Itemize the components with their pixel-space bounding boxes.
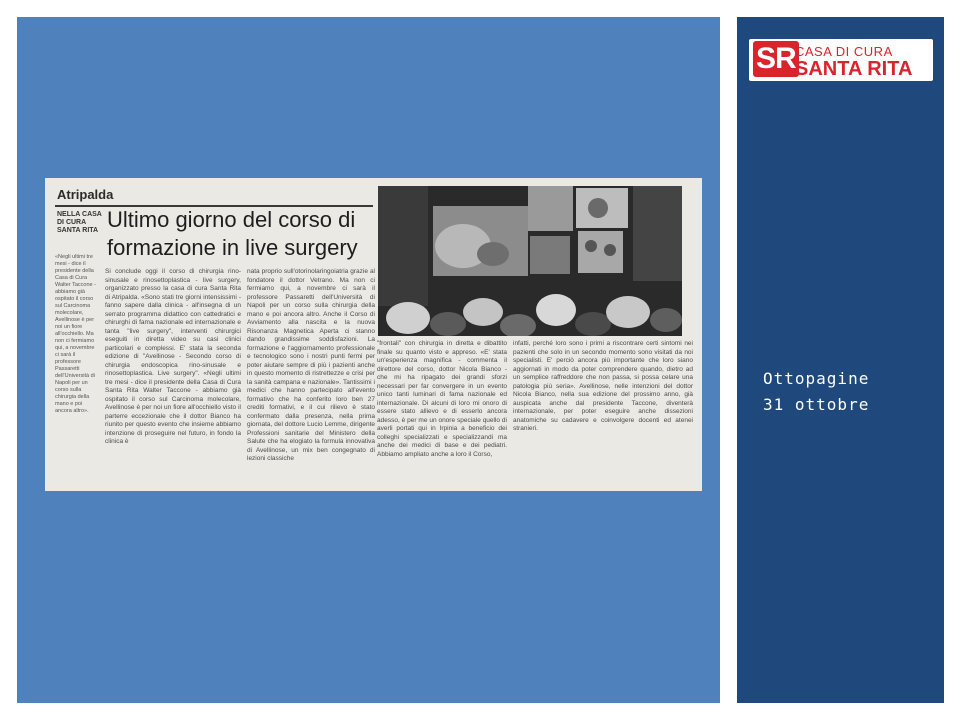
article-column-1: Si conclude oggi il corso di chirurgia rino-sinusale e rinosettoplastica - live surgery, organizzato presso la casa di cura Santa Rita di Atripalda. «Sono stati tre giorni intensissimi - fanno sapere dalla clinica - all'insegna di un serrato programma didattico con cattedratici e chirurghi di fama nazionale ed internazionale e tanta "live surgery", interventi chirurgici eseguiti in diretta video su casi clinici particolari e complessi. E' stata la seconda edizione di "Avellinose - Secondo corso di chirurgia endoscopica rino-sinusale e rinosettoplastica. Live surgery". «Negli ultimi tre mesi - dice il presidente della Casa di Cura Santa Rita Walter Taccone - abbiamo già ospitato il corso sul Carcinoma molecolare, Avellinose è per noi un fiore all'occhiello visto il parterre eccezionale che il dottor Bianco ha riunito per questo evento che insieme abbiamo intenzione di proseguire nel futuro, in fondo la clinica è — [105, 268, 241, 445]
logo-line-2: SANTA RITA — [795, 58, 913, 80]
article-column-4: infatti, perché loro sono i primi a riscontrare certi sintomi nei pazienti che solo in un secondo momento sono visitati da noi specialisti. E' perciò ancora più importante che loro siano aggiornati in modo da poter comprendere quando, dietro ad un semplice raffreddore che non passa, si possa celare una patologia più seria». Avellinose, nelle intenzioni del dottor Nicola Bianco, nella sua edizione del prossimo anno, già auspicata anche dal presidente Taccone, diventerà internazionale, per poter eseguire anche dissezioni anatomiche su cadavere e coinvolgere docenti ed atenei stranieri. — [513, 340, 693, 432]
casa-di-cura-santa-rita-logo — [749, 39, 933, 81]
article-column-3: "frontali" con chirurgia in diretta e dibattito finale su quanto visto e appreso. «E' stata un'esperienza magnifica - commenta il direttore del corso, dottor Nicola Bianco - che mi ha ripagato dei grandi sforzi necessari per far convergere in un evento unico tanti luminari di fama nazionale ed internazionale. Di alcuni di loro mi onoro di essere stato allievo e di esserlo ancora adesso, è per me un onore speciale quello di averli portati qui in Irpinia a beneficio dei colleghi specializzati e specializzandi ma anche dei medici di base e dei pediatri. Abbiamo ampliato anche a loro il Corso, — [377, 340, 507, 458]
newspaper-clipping — [45, 178, 702, 491]
clipping-side-column: «Negli ultimi tre mesi - dice il presidente della Casa di Cura Walter Taccone - abbiamo già ospitato il corso sul Carcinoma molecolare, Avellinose è per noi un fiore all'occhiello. Ma non ci fermiamo qui, a novembre ci sarà il professore Passaretti dell'Università di Napoli per un corso sulla chirurgia della mano e poi ancora altro». — [55, 254, 96, 414]
clipping-kicker: Atripalda — [57, 187, 114, 202]
clipping-side-head: NELLA CASA DI CURA SANTA RITA — [57, 211, 102, 234]
logo-line-1: CASA DI CURA — [795, 44, 893, 59]
clipping-headline: Ultimo giorno del corso di formazione in live surgery — [107, 207, 358, 260]
sidebar-panel — [737, 17, 944, 703]
publication-date: 31 ottobre — [763, 395, 870, 414]
article-column-2: nata proprio sull'otorinolaringoiatria grazie al fondatore il dottor Vetrano. Ma non ci fermiamo qui, a novembre ci sarà il professore Passaretti dell'Università di Napoli per un corso sulla chirurgia della mano e poi ancora altro. Anche il Corso di Avviamento alla nascita e la nuova Risonanza Magnetica Aperta ci stanno dando grandissime soddisfazioni. La formazione e l'aggiornamento professionale e tecnologico sono i nostri punti fermi per poter aiutare sempre di più i pazienti anche in questo momento di ristrettezze e crisi per la sanità campana e nazionale». Tantissimi i medici che hanno partecipato all'evento formativo che ha conferito loro ben 27 crediti formativi, e il cui rilievo è stato confermato dalla presenza, nella prima giornata, del dottore Lucio Lemme, dirigente Professioni sanitarie del Ministero della Salute che ha elogiato la formula innovativa di Avellinose, un mix ben congegnato di lezioni classiche — [247, 268, 375, 462]
source-caption — [763, 366, 869, 418]
logo-mark: SR — [753, 41, 799, 77]
publication-name: Ottopagine — [763, 369, 870, 388]
live-surgery-photo — [378, 186, 682, 336]
